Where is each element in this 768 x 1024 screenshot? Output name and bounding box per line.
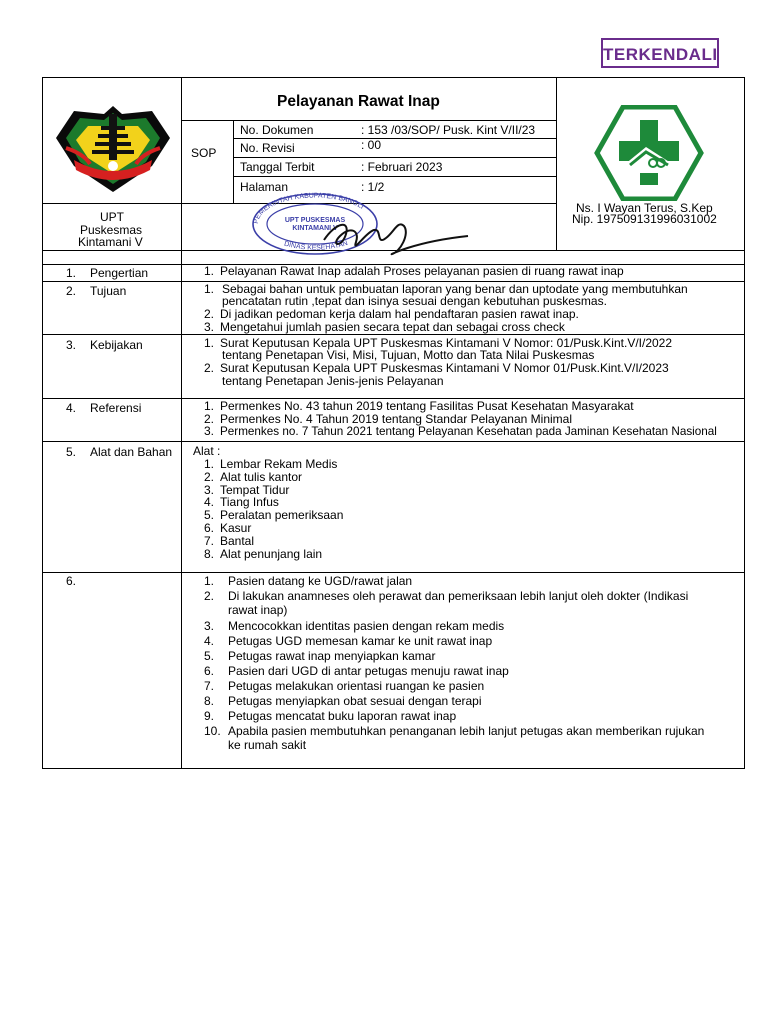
section-label-kebijakan: Kebijakan	[90, 338, 143, 352]
alat-item-2-number: 2.	[204, 470, 215, 484]
referensi-item-1-number: 1.	[204, 399, 215, 413]
langkah-item-8-number: 8.	[204, 694, 215, 708]
langkah-item-10-line-1: Apabila pasien membutuhkan penanganan lebih lanjut petugas akan memberikan rujukan	[228, 724, 705, 738]
section-label-pengertian: Pengertian	[90, 266, 149, 280]
tujuan-item-1-number: 1.	[204, 282, 215, 296]
fields-row-1	[233, 138, 557, 139]
alat-item-7-text: Bantal	[220, 534, 255, 548]
langkah-item-3-line-1: Mencocokkan identitas pasien dengan rekam medis	[228, 619, 505, 633]
langkah-item-3-number: 3.	[204, 619, 215, 633]
body-column-divider	[181, 250, 182, 769]
page-title: Pelayanan Rawat Inap	[277, 93, 440, 110]
alat-item-3-number: 3.	[204, 483, 215, 497]
svg-text:UPT PUSKESMAS: UPT PUSKESMAS	[284, 217, 346, 224]
field-label-tanggal-terbit: Tanggal Terbit	[240, 160, 315, 174]
section-number-langkah: 6.	[66, 574, 77, 588]
section-number-alat: 5.	[66, 445, 77, 459]
referensi-item-3-text: Permenkes no. 7 Tahun 2021 tentang Pelayanan Kesehatan pada Jaminan Kesehatan Nasional	[220, 425, 717, 438]
alat-item-6-text: Kasur	[220, 521, 252, 535]
puskesmas-logo	[594, 105, 704, 201]
langkah-item-1-line-1: Pasien datang ke UGD/rawat jalan	[228, 574, 413, 588]
kebijakan-item-2-line-2: tentang Penetapan Jenis-jenis Pelayanan	[222, 374, 444, 388]
alat-item-4-number: 4.	[204, 495, 215, 509]
langkah-item-2-number: 2.	[204, 589, 215, 603]
section-divider-2	[42, 334, 745, 335]
field-value-no-revisi: : 00	[361, 138, 382, 152]
table-border-top	[42, 77, 745, 78]
alat-item-2-text: Alat tulis kantor	[220, 470, 303, 484]
title-divider	[181, 120, 557, 121]
svg-text:DINAS KESEHATAN: DINAS KESEHATAN	[283, 239, 349, 252]
status-stamp: TERKENDALI	[601, 38, 719, 68]
pengertian-item-number: 1.	[204, 264, 215, 278]
org-line-2: Puskesmas	[80, 223, 143, 237]
langkah-item-10-line-2: ke rumah sakit	[228, 738, 307, 752]
signer-name: Ns. I Wayan Terus, S.Kep	[576, 201, 713, 215]
fields-divider	[233, 120, 234, 203]
field-value-halaman: : 1/2	[361, 180, 385, 194]
sop-label: SOP	[191, 146, 217, 160]
section-number-pengertian: 1.	[66, 266, 77, 280]
svg-text:PEMERINTAH KABUPATEN BANGLI: PEMERINTAH KABUPATEN BANGLI	[252, 192, 365, 225]
langkah-item-6-line-1: Pasien dari UGD di antar petugas menuju rawat inap	[228, 664, 509, 678]
langkah-item-4-line-1: Petugas UGD memesan kamar ke unit rawat inap	[228, 634, 493, 648]
section-label-alat: Alat dan Bahan	[90, 445, 173, 459]
tujuan-item-1-line-2: pencatatan rutin ,tepat dan isinya sesuai dengan kebutuhan puskesmas.	[222, 294, 607, 308]
alat-item-8-text: Alat penunjang lain	[220, 547, 323, 561]
kebijakan-item-2-number: 2.	[204, 361, 215, 375]
tujuan-item-3-line-1: Mengetahui jumlah pasien secara tepat dan sebagai cross check	[220, 320, 565, 334]
alat-item-1-number: 1.	[204, 457, 215, 471]
section-divider-5	[42, 572, 745, 573]
tujuan-item-2-line-1: Di jadikan pedoman kerja dalam hal pendaftaran pasien rawat inap.	[220, 307, 579, 321]
alat-item-7-number: 7.	[204, 534, 215, 548]
section-number-tujuan: 2.	[66, 284, 77, 298]
section-label-referensi: Referensi	[90, 401, 142, 415]
kebijakan-item-2-line-1: Surat Keputusan Kepala UPT Puskesmas Kintamani V Nomor 01/Pusk.Kint.V/I/2023	[220, 361, 669, 375]
signer-nip: Nip. 197509131996031002	[572, 212, 717, 226]
svg-text:KINTAMANI V: KINTAMANI V	[292, 225, 338, 232]
tujuan-item-3-number: 3.	[204, 320, 215, 334]
field-label-no-dokumen: No. Dokumen	[240, 123, 314, 137]
fields-row-3	[233, 176, 557, 177]
field-label-halaman: Halaman	[240, 180, 289, 194]
alat-item-4-text: Tiang Infus	[220, 495, 279, 509]
section-label-tujuan: Tujuan	[90, 284, 127, 298]
alat-intro: Alat :	[193, 444, 221, 458]
referensi-item-1-text: Permenkes No. 43 tahun 2019 tentang Fasilitas Pusat Kesehatan Masyarakat	[220, 399, 634, 413]
table-border-left	[42, 77, 43, 769]
signature	[316, 212, 476, 262]
langkah-item-2-line-1: Di lakukan anamneses oleh perawat dan pemeriksaan lebih lanjut oleh dokter (Indikasi	[228, 589, 689, 603]
section-number-referensi: 4.	[66, 401, 77, 415]
langkah-item-6-number: 6.	[204, 664, 215, 678]
alat-item-5-text: Peralatan pemeriksaan	[220, 508, 344, 522]
field-value-tanggal-terbit: : Februari 2023	[361, 160, 443, 174]
kebijakan-item-1-line-2: tentang Penetapan Visi, Misi, Tujuan, Motto dan Tata Nilai Puskesmas	[222, 348, 595, 362]
langkah-item-8-line-1: Petugas menyiapkan obat sesuai dengan terapi	[228, 694, 482, 708]
referensi-item-2-number: 2.	[204, 412, 215, 426]
langkah-item-9-line-1: Petugas mencatat buku laporan rawat inap	[228, 709, 457, 723]
langkah-item-1-number: 1.	[204, 574, 215, 588]
langkah-item-2-line-2: rawat inap)	[228, 603, 288, 617]
fields-row-2	[233, 157, 557, 158]
alat-item-6-number: 6.	[204, 521, 215, 535]
kebijakan-item-1-line-1: Surat Keputusan Kepala UPT Puskesmas Kintamani V Nomor: 01/Pusk.Kint.V/I/2022	[220, 336, 673, 350]
alat-item-8-number: 8.	[204, 547, 215, 561]
alat-item-3-text: Tempat Tidur	[220, 483, 290, 497]
regency-emblem-logo	[54, 104, 172, 194]
kebijakan-item-1-number: 1.	[204, 336, 215, 350]
section-divider-4	[42, 441, 745, 442]
tujuan-item-2-number: 2.	[204, 307, 215, 321]
header-divider-left	[181, 77, 182, 251]
alat-item-1-text: Lembar Rekam Medis	[220, 457, 338, 471]
table-border-right	[744, 77, 745, 769]
field-value-no-dokumen: : 153 /03/SOP/ Pusk. Kint V/II/23	[361, 123, 536, 137]
langkah-item-9-number: 9.	[204, 709, 215, 723]
org-line-3: Kintamani V	[78, 235, 143, 249]
org-line-1: UPT	[100, 210, 124, 224]
field-label-no-revisi: No. Revisi	[240, 141, 295, 155]
langkah-item-7-line-1: Petugas melakukan orientasi ruangan ke pasien	[228, 679, 485, 693]
referensi-item-2-text: Permenkes No. 4 Tahun 2019 tentang Standar Pelayanan Minimal	[220, 412, 573, 426]
header-divider-right	[556, 77, 557, 251]
langkah-item-5-line-1: Petugas rawat inap menyiapkan kamar	[228, 649, 436, 663]
alat-item-5-number: 5.	[204, 508, 215, 522]
referensi-item-3-number: 3.	[204, 424, 215, 438]
table-border-bottom	[42, 768, 745, 769]
langkah-item-10-number: 10.	[204, 724, 221, 738]
langkah-item-5-number: 5.	[204, 649, 215, 663]
pengertian-item-text: Pelayanan Rawat Inap adalah Proses pelayanan pasien di ruang rawat inap	[220, 264, 624, 278]
section-number-kebijakan: 3.	[66, 338, 77, 352]
langkah-item-4-number: 4.	[204, 634, 215, 648]
tujuan-item-1-line-1: Sebagai bahan untuk pembuatan laporan yang benar dan uptodate yang membutuhkan	[222, 282, 688, 296]
langkah-item-7-number: 7.	[204, 679, 215, 693]
